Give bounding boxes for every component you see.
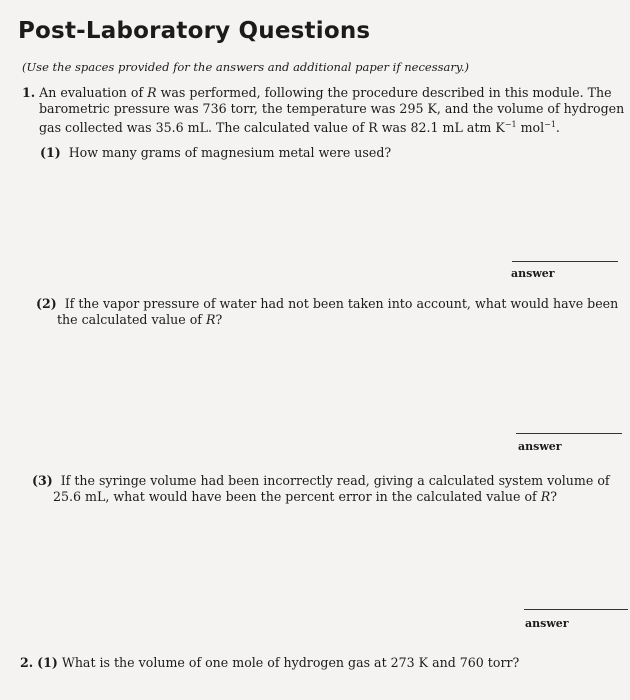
question-1-number: 1. bbox=[22, 85, 36, 100]
question-2-part-label: (1) bbox=[37, 655, 58, 670]
exponent-k: −1 bbox=[504, 120, 517, 129]
part-text: If the vapor pressure of water had not been taken into account, what would have been the calculated value of R? bbox=[57, 296, 619, 327]
answer-label: answer bbox=[525, 617, 569, 630]
question-1-line1: An evaluation of R was performed, following the procedure described in this module. The barometric bbox=[39, 85, 612, 116]
question-1-end: . bbox=[555, 120, 560, 136]
part-text: How many grams of magnesium metal were used? bbox=[68, 145, 392, 160]
unit-mol: mol bbox=[516, 120, 545, 136]
question-2 bbox=[20, 655, 519, 670]
exponent-mol: −1 bbox=[544, 120, 556, 129]
question-2-text: What is the volume of one mole of hydrogen gas at 273 K and 760 torr? bbox=[61, 655, 520, 670]
instruction-note: (Use the spaces provided for the answers and additional paper if necessary.) bbox=[22, 60, 469, 74]
part-label: (1) bbox=[40, 145, 61, 160]
answer-label: answer bbox=[518, 440, 562, 453]
part-label: (2) bbox=[36, 296, 57, 311]
question-1-part-1 bbox=[40, 145, 460, 161]
page-title: Post-Laboratory Questions bbox=[18, 18, 371, 44]
question-2-number: 2. bbox=[20, 655, 34, 670]
answer-label: answer bbox=[511, 267, 555, 280]
answer-line[interactable] bbox=[516, 433, 622, 434]
part-text: If the syringe volume had been incorrectly read, giving a calculated system volume of 25.6 mL, what would have been the percent error in the calculated value of R? bbox=[53, 473, 610, 504]
question-1-line2: pressure was 736 torr, the temperature was 295 K, and the volume of hydrogen gas collected was bbox=[39, 101, 625, 136]
part-label: (3) bbox=[32, 473, 53, 488]
question-1-line3: 35.6 mL. The calculated value of R was 82.1 mL atm K bbox=[155, 120, 505, 136]
question-1-part-3 bbox=[32, 473, 628, 505]
question-1-part-2 bbox=[36, 296, 622, 328]
question-1 bbox=[22, 85, 630, 136]
answer-line[interactable] bbox=[512, 261, 618, 262]
answer-line[interactable] bbox=[524, 609, 628, 610]
